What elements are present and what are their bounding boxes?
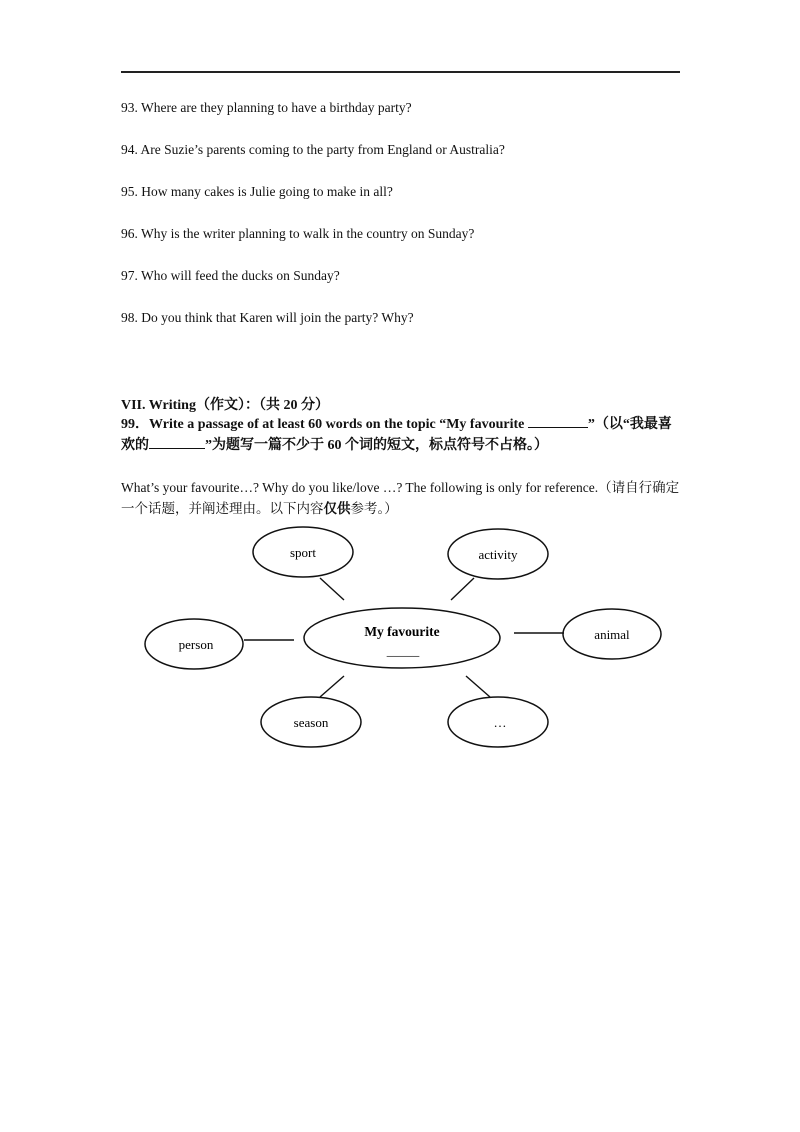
question-97: 97. Who will feed the ducks on Sunday? [121, 268, 340, 283]
node-label-sport: sport [290, 545, 316, 560]
instruction-bold: 仅供 [323, 501, 351, 516]
question-98: 98. Do you think that Karen will join the party? Why? [121, 310, 414, 325]
center-label: My favourite [364, 624, 440, 639]
connector-line [320, 676, 344, 697]
connector-line [466, 676, 490, 697]
question-95: 95. How many cakes is Julie going to make in all? [121, 184, 393, 199]
question-94: 94. Are Suzie’s parents coming to the party from England or Australia? [121, 142, 505, 157]
question-96: 96. Why is the writer planning to walk in the country on Sunday? [121, 226, 475, 241]
instruction-text-2: 参考。） [350, 501, 398, 516]
node-label-more: … [493, 715, 507, 730]
node-label-animal: animal [594, 627, 630, 642]
task-text-1: 99．Write a passage of at least 60 words on the topic “My favourite [121, 417, 528, 432]
connector-line [451, 578, 474, 600]
node-label-activity: activity [478, 547, 518, 562]
instruction-text-1: What’s your favourite…? Why do you like/love …? The following is only for reference.（请自行确定一个话题，并阐述理由。以下内容 [121, 480, 680, 516]
center-blank: _____ [386, 643, 420, 658]
node-label-person: person [178, 637, 214, 652]
node-label-season: season [293, 715, 329, 730]
section-title: VII. Writing（作文）：（共 20 分） [121, 398, 329, 413]
connector-line [320, 578, 344, 600]
task-text-3: ”为题写一篇不少于 60 个词的短文，标点符号不占格。） [205, 438, 548, 453]
task-text-2: ”（以“我最喜欢的 [121, 417, 672, 453]
question-93: 93. Where are they planning to have a birthday party? [121, 100, 412, 115]
